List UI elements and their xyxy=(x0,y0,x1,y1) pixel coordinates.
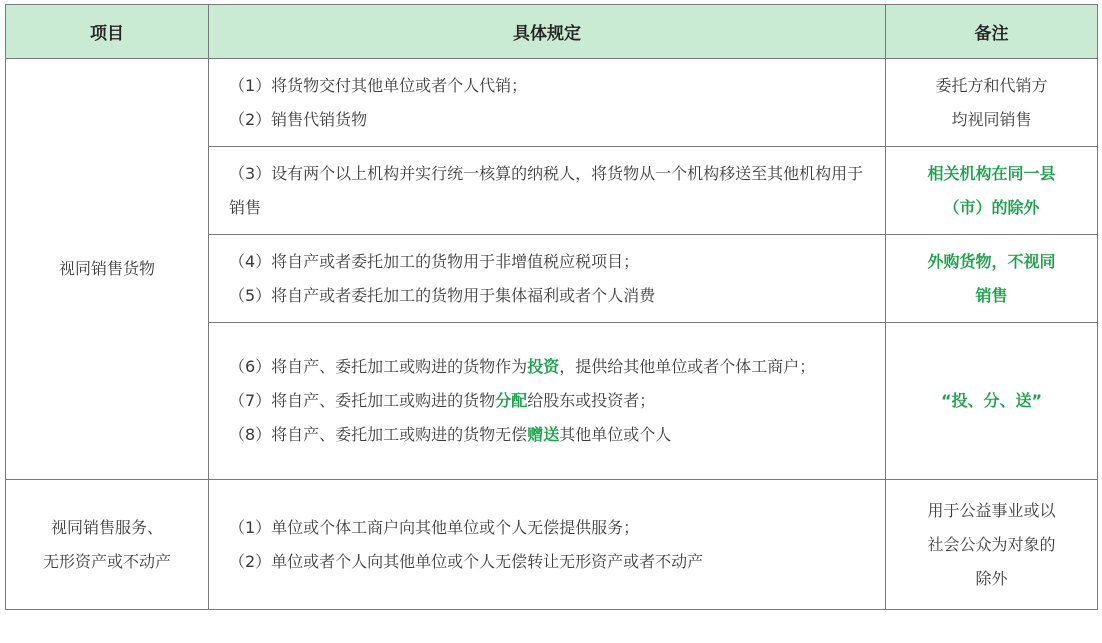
note-line: （市）的除外 xyxy=(943,197,1040,217)
rule-cell xyxy=(209,323,886,480)
rule-cell xyxy=(209,59,886,147)
rule-cell: （3）设有两个以上机构并实行统一核算的纳税人，将货物从一个机构移送至其他机构用于销售 xyxy=(209,147,886,235)
rule-cell xyxy=(209,480,886,610)
rule-line: （7）将自产、委托加工或购进的货物分配给股东或投资者； xyxy=(229,391,656,410)
rule-cell xyxy=(209,235,886,323)
rule-line: （1）将货物交付其他单位或者个人代销； xyxy=(229,75,528,95)
note-cell xyxy=(886,59,1098,147)
table-row xyxy=(6,480,1098,610)
highlight-gift: 赠送 xyxy=(527,425,560,444)
rule-line: （6）将自产、委托加工或购进的货物作为投资，提供给其他单位或者个体工商户； xyxy=(229,357,816,376)
note-line: 除外 xyxy=(975,568,1008,588)
note-line: 相关机构在同一县 xyxy=(927,163,1056,183)
header-item: 项目 xyxy=(6,5,209,59)
highlight-invest: 投资 xyxy=(527,357,560,376)
note-cell xyxy=(886,480,1098,610)
rule-line: （1）单位或个体工商户向其他单位或个人无偿提供服务； xyxy=(229,517,640,537)
note-cell xyxy=(886,235,1098,323)
note-line: 均视同销售 xyxy=(951,109,1032,129)
item-line: 视同销售服务、 xyxy=(50,517,163,537)
table-row xyxy=(6,59,1098,147)
note-line: 外购货物，不视同 xyxy=(927,251,1056,271)
rule-line: （4）将自产或者委托加工的货物用于非增值税应税项目； xyxy=(229,251,640,271)
highlight-distribute: 分配 xyxy=(495,391,528,410)
note-cell xyxy=(886,147,1098,235)
note-line: 销售 xyxy=(975,285,1008,305)
note-line: 用于公益事业或以 xyxy=(927,500,1056,520)
item-line: 无形资产或不动产 xyxy=(42,551,171,571)
header-row xyxy=(6,5,1098,59)
rule-line: （2）销售代销货物 xyxy=(229,109,368,129)
rules-table xyxy=(5,4,1098,610)
rule-line: （2）单位或者个人向其他单位或个人无偿转让无形资产或者不动产 xyxy=(229,551,704,571)
rule-line: （5）将自产或者委托加工的货物用于集体福利或者个人消费 xyxy=(229,285,656,305)
note-line: 社会公众为对象的 xyxy=(927,534,1056,554)
item-services xyxy=(6,480,209,610)
rule-line: （8）将自产、委托加工或购进的货物无偿赠送其他单位或个人 xyxy=(229,425,672,444)
header-rule: 具体规定 xyxy=(209,5,886,59)
header-note: 备注 xyxy=(886,5,1098,59)
note-line: 委托方和代销方 xyxy=(935,75,1048,95)
item-goods: 视同销售货物 xyxy=(6,59,209,480)
note-cell: “投、分、送” xyxy=(886,323,1098,480)
